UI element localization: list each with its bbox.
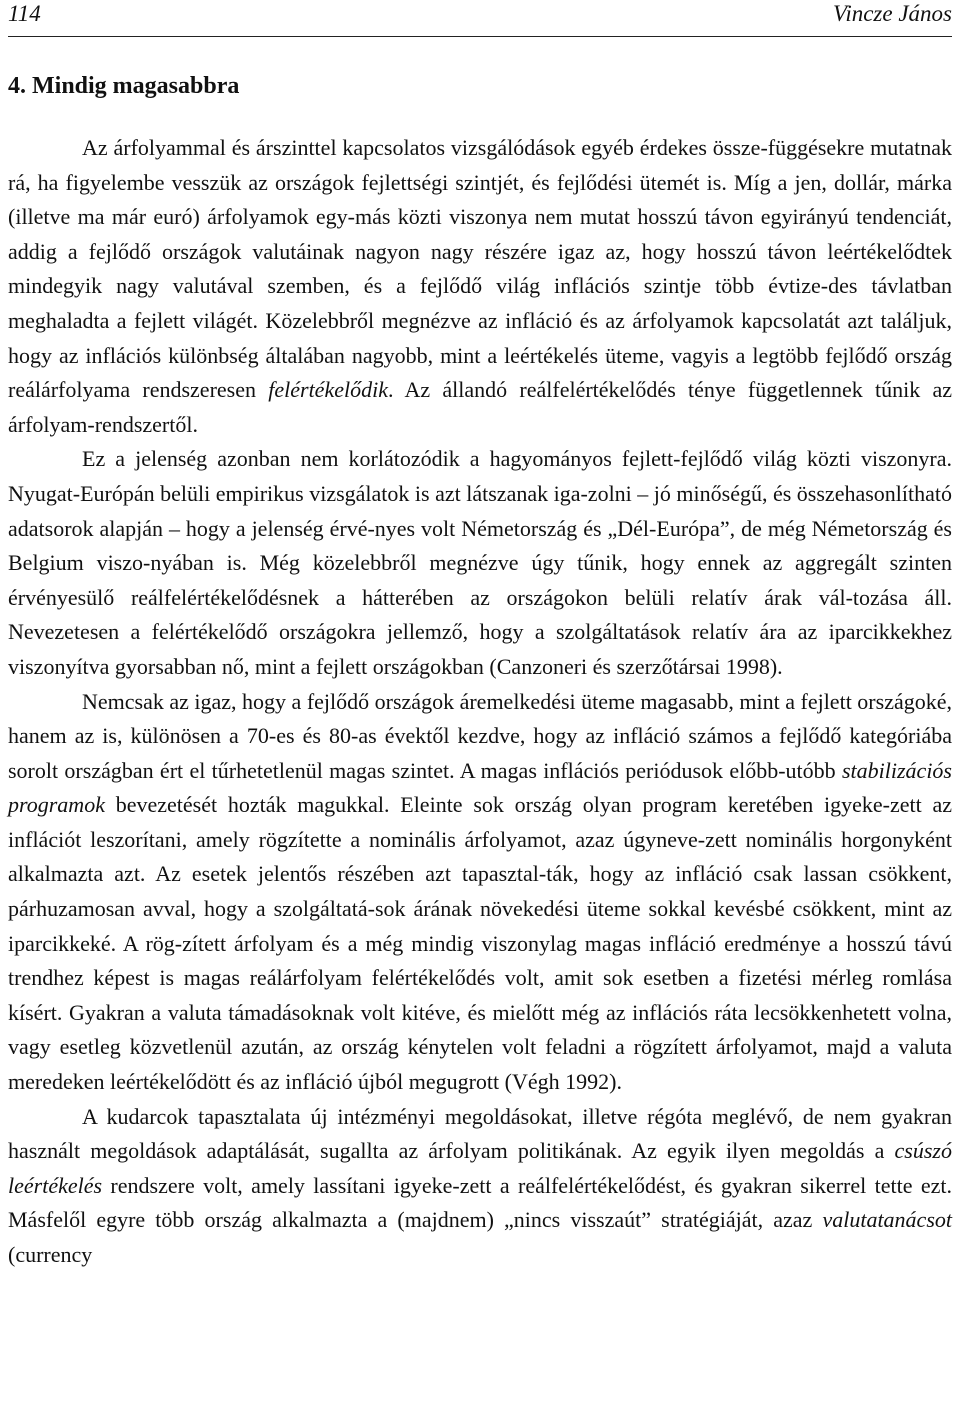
running-header	[8, 0, 952, 37]
paragraph-1	[8, 131, 952, 442]
paragraph-text: Ez a jelenség azonban nem korlátozódik a hagyományos fejlett-fejlődő világ közti viszonyra. Nyugat-Európán belüli empirikus vizsgálatok is azt látszanak iga-zolni – jó minőségű, és összehasonlítható adatsorok alapján – hogy a jelenség érvé-nyes volt Németország és „Dél-Európa”, de még Németország és Belgium viszo-nyában is. Még közelebbről megnézve úgy tűnik, hogy ennek az aggregált szinten érvényesülő reálfelértékelődésnek a hátterében az országokon belüli relatív árak vál-tozása áll. Nevezetesen a felértékelődő országokra jellemző, hogy a szolgáltatások relatív ára az iparcikkekhez viszonyítva gyorsabban nő, mint a fejlett országokban (Canzoneri és szerzőtársai 1998).	[8, 446, 952, 679]
emphasized-term: valutatanácsot	[822, 1207, 952, 1233]
page-number: 114	[8, 1, 41, 26]
emphasized-term: stabilizációs programok	[8, 757, 952, 818]
paragraph-text: Nemcsak az igaz, hogy a fejlődő országok áremelkedési üteme magasabb, mint a fejlett országoké, hanem az is, különösen a 70-es és 80-as évektől kezdve, hogy az infláció számos a fejlődő kategóriába sorolt országban ért el tűrhetetlenül magas szintet. A magas inflációs periódusok előbb-utóbb	[8, 688, 952, 783]
paragraph-text: bevezetését hozták magukkal. Eleinte sok ország olyan program keretében igyeke-zett az inflációt leszorítani, amely rögzítette a nominális árfolyamot, azaz úgyneve-zett nominális horgonyként alkalmazta azt. Az esetek jelentős részében azt tapasztal-ták, hogy az infláció csak lassan csökkent, párhuzamosan avval, hogy a szolgáltatá-sok árának növekedési üteme sokkal kevésbé csökkent, mint az iparcikkeké. A rög-zített árfolyam és a még mindig viszonylag magas infláció eredménye a hosszú távú trendhez képest is magas reálárfolyam felértékelődés volt, amit sok esetben a fizetési mérleg romlása kísért. Gyakran a valuta támadásoknak volt kitéve, és mielőtt még az inflációs ráta lecsökkenhetett volna, vagy esetleg közvetlenül azután, az ország kénytelen volt feladni a rögzített árfolyamot, majd a valuta meredeken leértékelődött és az infláció újból megugrott (Végh 1992).	[8, 792, 952, 1095]
paragraph-text: (currency	[8, 1242, 93, 1267]
section-heading: 4. Mindig magasabbra	[8, 73, 240, 99]
document-page	[8, 0, 952, 1273]
paragraph-3	[8, 685, 952, 1100]
emphasized-term: csúszó leértékelés	[8, 1138, 952, 1198]
emphasized-term: felértékelődik	[268, 377, 388, 403]
paragraph-4	[8, 1100, 952, 1273]
running-header-author: Vincze János	[832, 1, 952, 26]
paragraph-text: . Az állandó reálfelértékelődés ténye függetlennek tűnik az árfolyam-rendszertől.	[8, 377, 952, 437]
paragraph-text: A kudarcok tapasztalata új intézményi megoldásokat, illetve régóta meglévő, de nem gyakran használt megoldások adaptálását, sugallta az árfolyam politikának. Az egyik ilyen megoldás a	[8, 1103, 952, 1164]
paragraph-2	[8, 442, 952, 684]
paragraph-text: Az árfolyammal és árszinttel kapcsolatos vizsgálódások egyéb érdekes össze-függésekre mutatnak rá, ha figyelembe vesszük az országok fejlettségi szintjét, és fejlődési ütemét is. Míg a jen, dollár, márka (illetve ma már euró) árfolyamok egy-más közti viszonya nem mutat hosszú távon egyirányú tendenciát, addig a fejlődő országok valutáinak nagyon nagy részére igaz az, hogy hosszú távon leértékelődtek mindegyik nagy valutával szemben, és a fejlődő világ inflációs szintje több évtize-des távlatban meghaladta a fejlett világét. Közelebbről megnézve az infláció és az árfolyamok kapcsolatát azt találjuk, hogy az inflációs különbség általában nagyobb, mint a leértékelés üteme, vagyis a legtöbb fejlődő ország reálárfolyama rendszeresen	[8, 135, 952, 403]
body-text	[8, 131, 952, 1273]
paragraph-text: rendszere volt, amely lassítani igyeke-zett a reálfelértékelődést, és gyakran sikerrel tette ezt. Másfelől egyre több ország alkalmazta a (majdnem) „nincs visszaút” stratégiáját, azaz	[8, 1172, 952, 1233]
